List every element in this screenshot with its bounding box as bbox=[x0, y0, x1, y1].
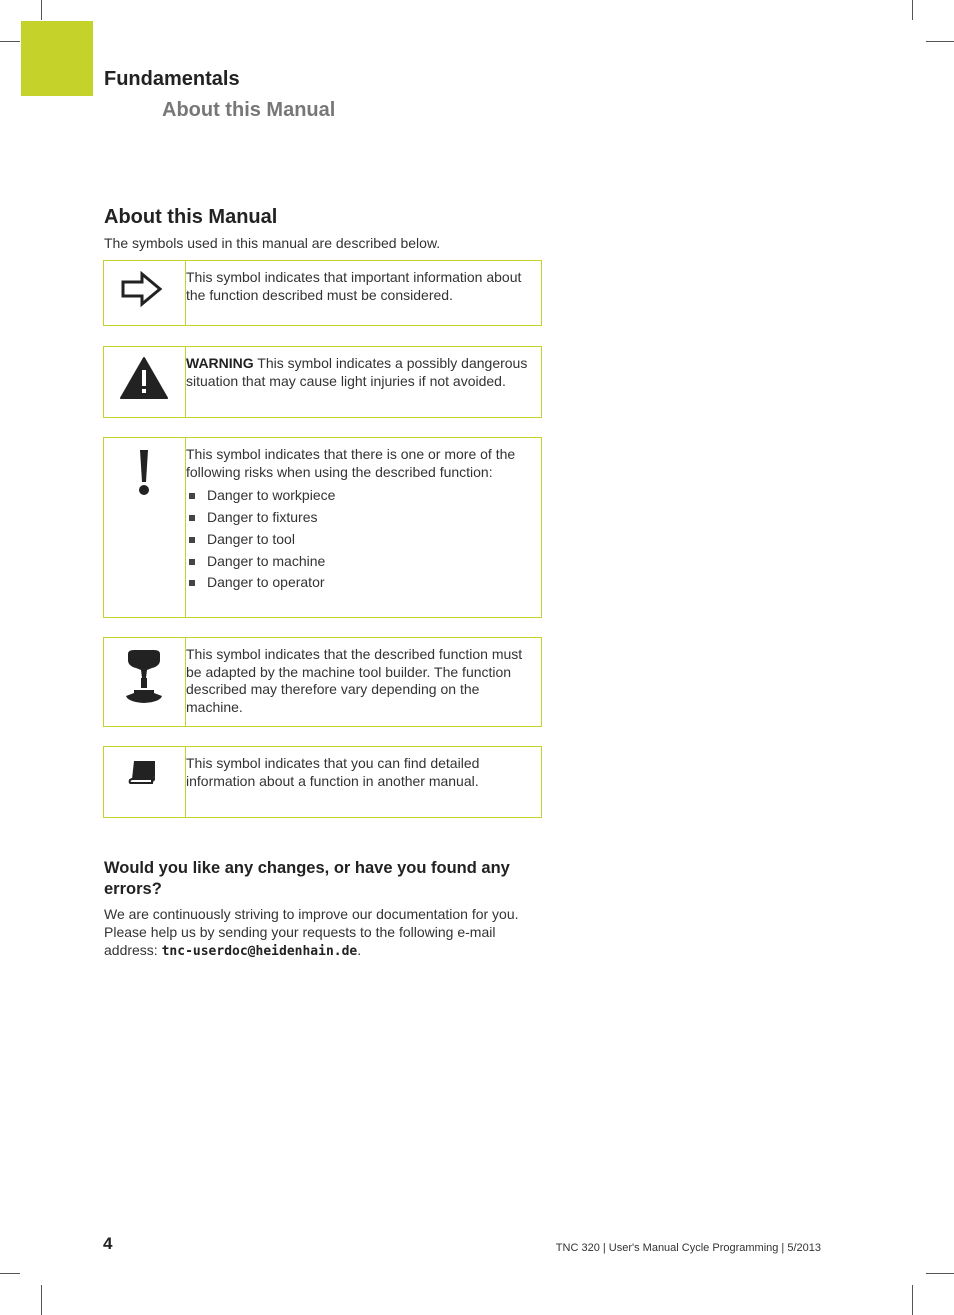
chapter-tab bbox=[21, 21, 93, 96]
list-item: Danger to machine bbox=[186, 551, 536, 573]
crop-mark bbox=[926, 1273, 954, 1274]
symbol-box-manual bbox=[103, 746, 542, 818]
symbol-box-text: This symbol indicates that important information about the function described must be considered. bbox=[186, 269, 522, 303]
feedback-end: . bbox=[357, 942, 362, 958]
chapter-title: Fundamentals bbox=[104, 68, 240, 90]
list-item: Danger to workpiece bbox=[186, 485, 536, 507]
feedback-body: We are continuously striving to improve our documentation for you. Please help us by sending your requests to the following e-mail address: bbox=[104, 906, 519, 958]
symbol-box-note bbox=[103, 260, 542, 326]
list-item: Danger to tool bbox=[186, 529, 536, 551]
machine-tool-icon bbox=[124, 648, 164, 704]
risks-intro: This symbol indicates that there is one or more of the following risks when using the described function: bbox=[186, 446, 516, 480]
page-number: 4 bbox=[103, 1234, 113, 1253]
section-header: About this Manual bbox=[162, 99, 336, 121]
feedback-heading: Would you like any changes, or have you found any errors? bbox=[104, 859, 510, 898]
page-title: About this Manual bbox=[104, 206, 278, 228]
feedback-text bbox=[104, 905, 549, 961]
crop-mark bbox=[912, 0, 913, 20]
warning-label: WARNING bbox=[186, 355, 254, 371]
warning-triangle-icon bbox=[119, 356, 169, 400]
intro-text: The symbols used in this manual are described below. bbox=[104, 235, 441, 251]
exclamation-icon bbox=[134, 448, 154, 496]
list-item: Danger to fixtures bbox=[186, 507, 536, 529]
symbol-box-text: This symbol indicates that you can find detailed information about a function in another manual. bbox=[186, 755, 480, 789]
arrow-right-icon bbox=[120, 271, 164, 307]
crop-mark bbox=[41, 0, 42, 20]
symbol-box-risks bbox=[103, 437, 542, 618]
crop-mark bbox=[41, 1285, 42, 1315]
symbol-box-warning bbox=[103, 346, 542, 418]
crop-mark bbox=[926, 41, 954, 42]
crop-mark bbox=[0, 41, 20, 42]
risks-list bbox=[186, 485, 536, 594]
symbol-box-text: This symbol indicates that the described function must be adapted by the machine tool builder. The function described may therefore vary depending on the machine. bbox=[186, 646, 523, 715]
crop-mark bbox=[0, 1273, 20, 1274]
book-icon bbox=[128, 759, 158, 785]
crop-mark bbox=[912, 1285, 913, 1315]
symbol-box-text bbox=[186, 446, 536, 594]
email-link[interactable]: tnc-userdoc@heidenhain.de bbox=[161, 944, 358, 959]
warning-text: This symbol indicates a possibly dangerous situation that may cause light injuries if not avoided. bbox=[186, 355, 528, 389]
symbol-box-text bbox=[186, 355, 536, 390]
footer-text: TNC 320 | User's Manual Cycle Programming | 5/2013 bbox=[555, 1242, 821, 1254]
list-item: Danger to operator bbox=[186, 572, 536, 594]
symbol-box-machine bbox=[103, 637, 542, 727]
